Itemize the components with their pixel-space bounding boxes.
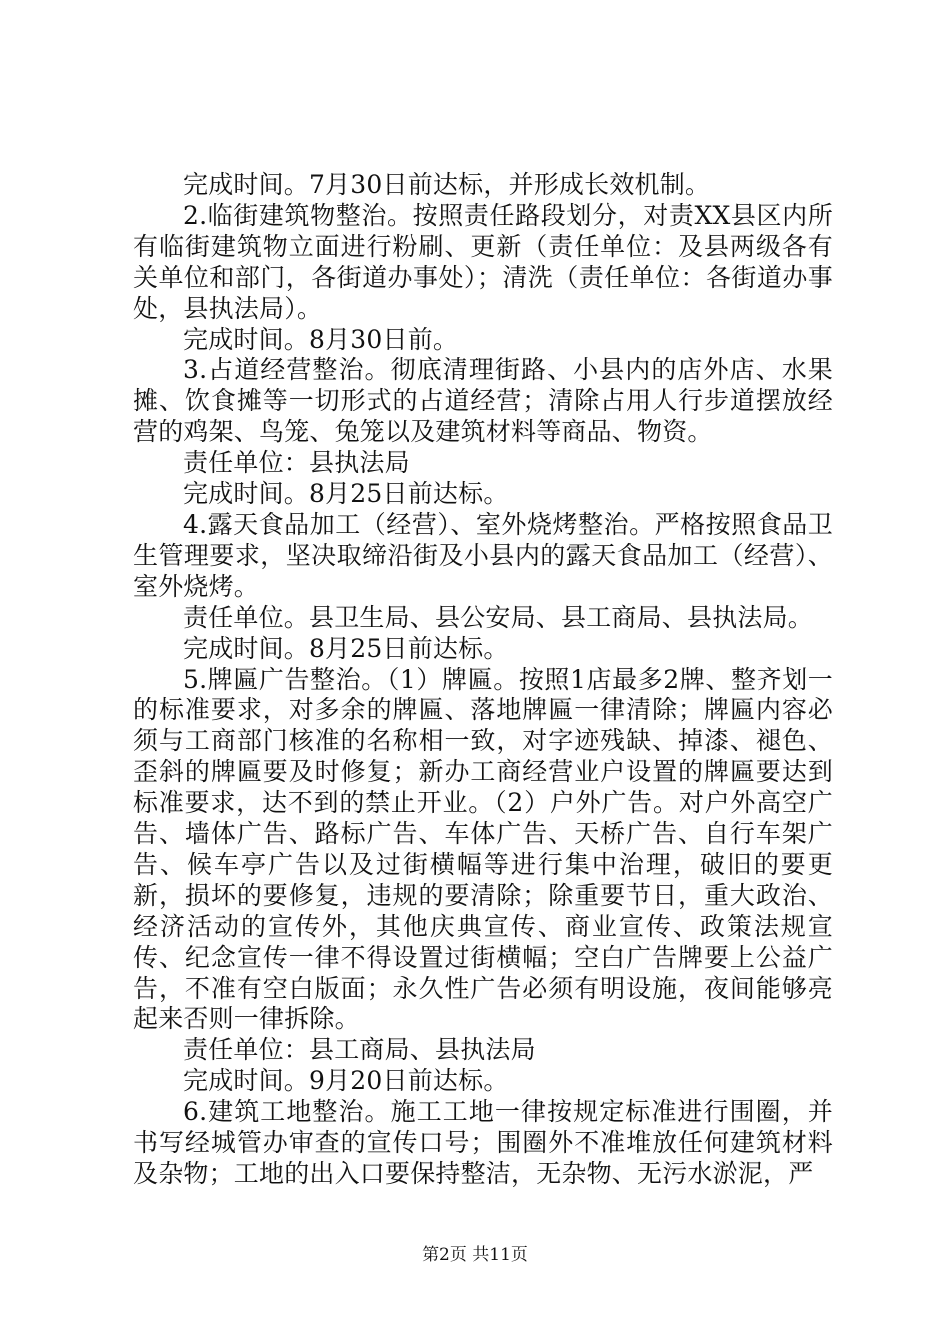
paragraph-street-buildings: 2.临街建筑物整治。按照责任路段划分，对责XX县区内所有临街建筑物立面进行粉刷、更新（责任单位：及县两级各有关单位和部门，各街道办事处）；清洗（责任单位：各街道办事处，县执法局）。	[133, 200, 833, 323]
paragraph-responsible-unit-2: 责任单位。县卫生局、县公安局、县工商局、县执法局。	[183, 602, 814, 632]
paragraph-responsible-unit-1: 责任单位：县执法局	[183, 448, 410, 478]
paragraph-signboard-ads: 5.牌匾广告整治。（1）牌匾。按照1店最多2牌、整齐划一的标准要求，对多余的牌匾、落地牌匾一律清除；牌匾内容必须与工商部门核准的名称相一致，对字迹残缺、掉漆、褪色、歪斜的牌匾要及时修复；新办工商经营业户设置的牌匾要达到标准要求，达不到的禁止开业。（2）户外广告。对户外高空广告、墙体广告、路标广告、车体广告、天桥广告、自行车架广告、候车亭广告以及过街横幅等进行集中治理，破旧的要更新，损坏的要修复，违规的要清除；除重要节日，重大政治、经济活动的宣传外，其他庆典宣传、商业宣传、政策法规宣传、纪念宣传一律不得设置过街横幅；空白广告牌要上公益广告，不准有空白版面；永久性广告必须有明设施，夜间能够亮起来否则一律拆除。	[133, 664, 833, 1034]
paragraph-completion-time-5: 完成时间。9月20日前达标。	[183, 1066, 509, 1096]
paragraph-responsible-unit-3: 责任单位：县工商局、县执法局	[183, 1035, 536, 1065]
paragraph-completion-time-4: 完成时间。8月25日前达标。	[183, 633, 509, 663]
page-number-footer: 第2页 共11页	[422, 1245, 528, 1265]
paragraph-completion-time-2: 完成时间。8月30日前。	[183, 324, 459, 354]
document-body	[133, 170, 833, 1190]
paragraph-completion-time-1: 完成时间。7月30日前达标，并形成长效机制。	[183, 170, 711, 199]
paragraph-road-occupation: 3.占道经营整治。彻底清理街路、小县内的店外店、水果摊、饮食摊等一切形式的占道经营；清除占用人行步道摆放经营的鸡架、鸟笼、兔笼以及建筑材料等商品、物资。	[133, 355, 833, 447]
paragraph-outdoor-food: 4.露天食品加工（经营）、室外烧烤整治。严格按照食品卫生管理要求，坚决取缔沿街及小县内的露天食品加工（经营）、室外烧烤。	[133, 509, 833, 601]
paragraph-completion-time-3: 完成时间。8月25日前达标。	[183, 479, 509, 509]
paragraph-construction-site: 6.建筑工地整治。施工工地一律按规定标准进行围圈，并书写经城管办审查的宣传口号；围圈外不准堆放任何建筑材料及杂物；工地的出入口要保持整洁，无杂物、无污水淤泥，严	[133, 1097, 833, 1188]
